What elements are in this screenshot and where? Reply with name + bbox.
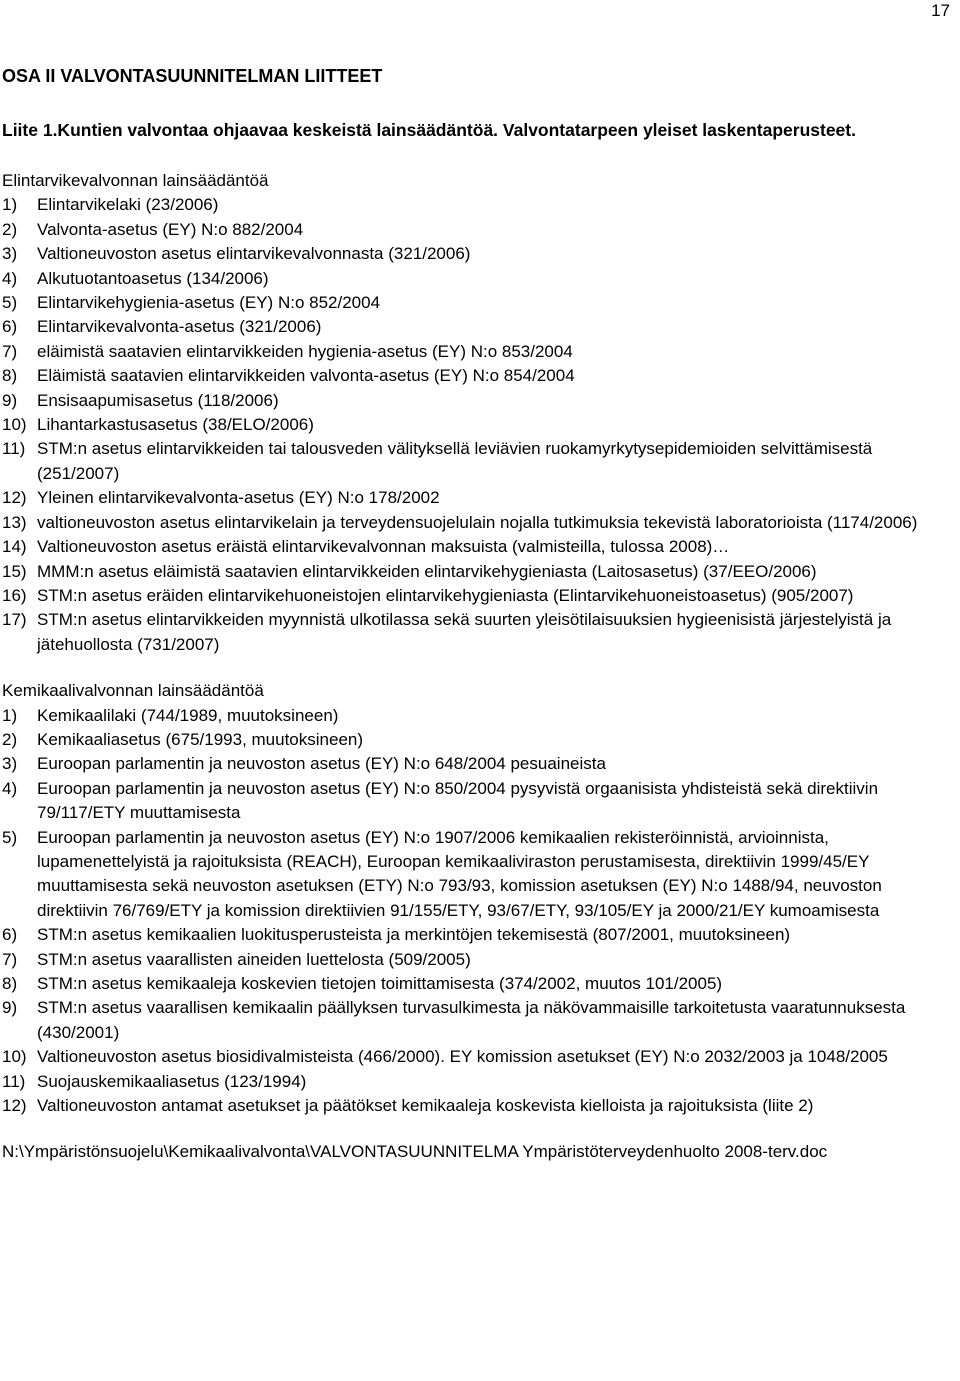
list-item-number: 2) bbox=[2, 729, 18, 749]
list-item bbox=[2, 413, 957, 437]
list-item bbox=[2, 340, 957, 364]
list-item-text: valtioneuvoston asetus elintarvikelain ja terveydensuojelulain nojalla tutkimuksia tekevistä laboratorioista (1174/2006) bbox=[37, 512, 918, 532]
list-item bbox=[2, 364, 957, 388]
list-item-text: Eläimistä saatavien elintarvikkeiden valvonta-asetus (EY) N:o 854/2004 bbox=[37, 366, 575, 386]
appendix-heading: Liite 1.Kuntien valvontaa ohjaavaa keskeistä lainsäädäntöä. Valvontatarpeen yleiset laskentaperusteet. bbox=[2, 120, 856, 140]
part-heading: OSA II VALVONTASUUNNITELMAN LIITTEET bbox=[2, 66, 383, 86]
list-item bbox=[2, 1045, 957, 1069]
list-item-number: 5) bbox=[2, 827, 18, 847]
list-item-number: 15) bbox=[2, 561, 27, 581]
list-item-number: 6) bbox=[2, 317, 18, 337]
list-item-text: Lihantarkastusasetus (38/ELO/2006) bbox=[37, 415, 314, 435]
list-item-text: Ensisaapumisasetus (118/2006) bbox=[37, 390, 279, 410]
list-item-text: STM:n asetus vaarallisen kemikaalin päällyksen turvasulkimesta ja näkövammaisille tarkoitetusta vaaratunnuksesta (430/2001) bbox=[37, 998, 906, 1042]
list-item-text: STM:n asetus eräiden elintarvikehuoneistojen elintarvikehygieniasta (Elintarvikehuoneistoasetus) (905/2007) bbox=[37, 585, 854, 605]
list-item bbox=[2, 996, 957, 1045]
list-item bbox=[2, 511, 957, 535]
section-title-chemical-control: Kemikaalivalvonnan lainsäädäntöä bbox=[2, 681, 264, 701]
file-path-footer: N:\Ympäristönsuojelu\Kemikaalivalvonta\VALVONTASUUNNITELMA Ympäristöterveydenhuolto 2008-terv.doc bbox=[2, 1142, 828, 1162]
list-item-number: 1) bbox=[2, 195, 18, 215]
list-item bbox=[2, 193, 957, 217]
chemical-control-legislation-list bbox=[2, 704, 957, 1119]
list-item-text: STM:n asetus elintarvikkeiden myynnistä ulkotilassa sekä suurten yleisötilaisuuksien hygieenisistä järjestelyistä ja jätehuollosta (731/2007) bbox=[37, 610, 892, 654]
list-item-text: Yleinen elintarvikevalvonta-asetus (EY) N:o 178/2002 bbox=[37, 488, 440, 508]
document-content bbox=[2, 64, 957, 1165]
list-item-number: 7) bbox=[2, 949, 18, 969]
list-item-text: STM:n asetus kemikaalien luokitusperusteista ja merkintöjen tekemisestä (807/2001, muutoksineen) bbox=[37, 925, 791, 945]
list-item-number: 11) bbox=[2, 439, 26, 459]
section-title-food-control: Elintarvikevalvonnan lainsäädäntöä bbox=[2, 171, 269, 190]
list-item-number: 8) bbox=[2, 974, 18, 993]
list-item-number: 10) bbox=[2, 415, 27, 435]
list-item-text: Euroopan parlamentin ja neuvoston asetus (EY) N:o 1907/2006 kemikaalien rekisteröinnistä, arvioinnista, lupamenettelyistä ja rajoituksista (REACH), Euroopan kemikaaliviraston perustamisesta, direktiivin 1999/45/EY muuttamisesta sekä neuvoston asetuksen (ETY) N:o 793/93, komission asetuksen (EY) N:o 1488/94, neuvoston direktiivin 76/769/ETY ja komission direktiivien 91/155/ETY, 93/67/ETY, 93/105/EY ja 2000/21/EY kumoamisesta bbox=[37, 827, 882, 920]
list-item bbox=[2, 728, 957, 752]
list-item-text: Kemikaaliasetus (675/1993, muutoksineen) bbox=[37, 729, 364, 749]
list-item-number: 3) bbox=[2, 754, 18, 774]
list-item-number: 12) bbox=[2, 488, 27, 508]
list-item-text: Suojauskemikaaliasetus (123/1994) bbox=[37, 1071, 307, 1091]
list-item-text: Euroopan parlamentin ja neuvoston asetus (EY) N:o 850/2004 pysyvistä orgaanisista yhdisteistä sekä direktiivin 79/117/ETY muuttamisesta bbox=[37, 778, 879, 823]
list-item-text: Euroopan parlamentin ja neuvoston asetus (EY) N:o 648/2004 pesuaineista bbox=[37, 754, 606, 774]
list-item-number: 13) bbox=[2, 512, 27, 532]
list-item-number: 14) bbox=[2, 537, 27, 557]
list-item bbox=[2, 1070, 957, 1094]
list-item bbox=[2, 437, 957, 486]
list-item-number: 12) bbox=[2, 1096, 27, 1116]
list-item-number: 2) bbox=[2, 219, 18, 239]
list-item-text: Alkutuotantoasetus (134/2006) bbox=[37, 268, 269, 288]
list-item-number: 6) bbox=[2, 925, 18, 945]
list-item-number: 9) bbox=[2, 998, 18, 1018]
list-item-text: STM:n asetus elintarvikkeiden tai talousveden välityksellä leviävien ruokamyrkytysepidemioiden selvittämisestä (251/2007) bbox=[37, 439, 873, 483]
list-item-text: Valtioneuvoston asetus elintarvikevalvonnasta (321/2006) bbox=[37, 244, 471, 264]
list-item bbox=[2, 315, 957, 339]
list-item-number: 4) bbox=[2, 778, 18, 798]
list-item-text: STM:n asetus kemikaaleja koskevien tietojen toimittamisesta (374/2002, muutos 101/2005) bbox=[37, 974, 723, 993]
list-item-number: 11) bbox=[2, 1071, 26, 1091]
list-item-text: Elintarvikehygienia-asetus (EY) N:o 852/2004 bbox=[37, 293, 381, 313]
list-item-number: 8) bbox=[2, 366, 18, 386]
list-item bbox=[2, 704, 957, 728]
list-item-number: 3) bbox=[2, 244, 18, 264]
list-item-text: STM:n asetus vaarallisten aineiden luettelosta (509/2005) bbox=[37, 949, 471, 969]
list-item-text: MMM:n asetus eläimistä saatavien elintarvikkeiden elintarvikehygieniasta (Laitosasetus) (37/EEO/2006) bbox=[37, 561, 817, 581]
list-item-text: Elintarvikevalvonta-asetus (321/2006) bbox=[37, 317, 322, 337]
list-item bbox=[2, 560, 957, 584]
list-item bbox=[2, 218, 957, 242]
list-item-number: 9) bbox=[2, 390, 18, 410]
list-item-text: Valvonta-asetus (EY) N:o 882/2004 bbox=[37, 219, 304, 239]
list-item bbox=[2, 291, 957, 315]
list-item bbox=[2, 972, 957, 996]
list-item-text: Valtioneuvoston antamat asetukset ja päätökset kemikaaleja koskevista kielloista ja rajoituksista (liite 2) bbox=[37, 1096, 814, 1116]
list-item-number: 7) bbox=[2, 341, 18, 361]
list-item bbox=[2, 486, 957, 510]
list-item bbox=[2, 267, 957, 291]
list-item bbox=[2, 923, 957, 947]
list-item bbox=[2, 389, 957, 413]
list-item-number: 16) bbox=[2, 585, 27, 605]
list-item-number: 17) bbox=[2, 610, 27, 630]
list-item bbox=[2, 242, 957, 266]
list-item bbox=[2, 608, 957, 657]
list-item bbox=[2, 752, 957, 776]
list-item bbox=[2, 826, 957, 924]
list-item-number: 10) bbox=[2, 1047, 27, 1067]
list-item bbox=[2, 948, 957, 972]
list-item-text: Elintarvikelaki (23/2006) bbox=[37, 195, 219, 215]
list-item-text: Kemikaalilaki (744/1989, muutoksineen) bbox=[37, 705, 339, 725]
list-item bbox=[2, 1094, 957, 1118]
list-item-text: eläimistä saatavien elintarvikkeiden hygienia-asetus (EY) N:o 853/2004 bbox=[37, 341, 573, 361]
food-control-legislation-list bbox=[2, 193, 957, 657]
list-item bbox=[2, 777, 957, 826]
list-item-number: 4) bbox=[2, 268, 18, 288]
list-item-number: 5) bbox=[2, 293, 18, 313]
list-item-number: 1) bbox=[2, 705, 18, 725]
list-item-text: Valtioneuvoston asetus eräistä elintarvikevalvonnan maksuista (valmisteilla, tulossa 2008)… bbox=[37, 537, 730, 557]
list-item bbox=[2, 535, 957, 559]
section-food-control bbox=[2, 169, 957, 657]
page-number: 17 bbox=[931, 1, 950, 20]
list-item bbox=[2, 584, 957, 608]
section-chemical-control bbox=[2, 679, 957, 1118]
list-item-text: Valtioneuvoston asetus biosidivalmisteista (466/2000). EY komission asetukset (EY) N:o 2032/2003 ja 1048/2005 bbox=[37, 1047, 888, 1067]
